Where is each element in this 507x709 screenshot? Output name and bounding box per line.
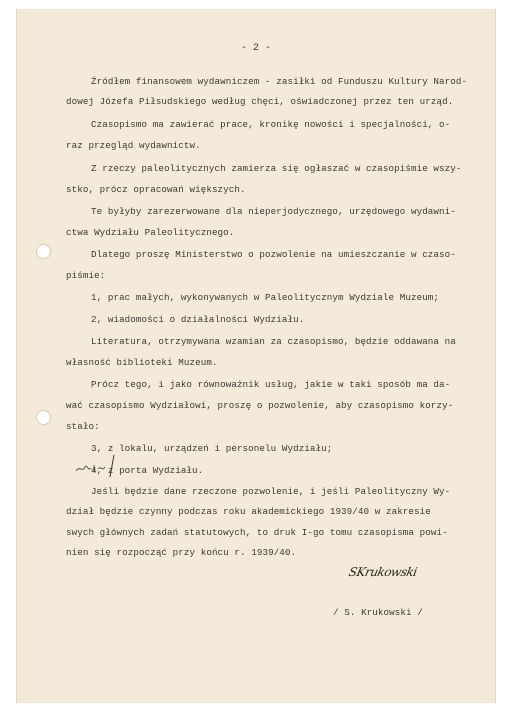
text-line: 4, z porta Wydziału.: [91, 465, 204, 476]
text-line: 1, prac małych, wykonywanych w Paleolitycznym Wydziale Muzeum;: [91, 292, 440, 303]
text-line: Prócz tego, i jako równoważnik usług, jakie w taki sposób ma da-: [91, 379, 451, 390]
punch-hole: [36, 244, 51, 259]
handwritten-signature: SKrukowski: [347, 565, 419, 579]
text-line: dział będzie czynny podczas roku akademickiego 1939/40 w zakresie: [66, 506, 431, 517]
punch-hole: [36, 410, 51, 425]
text-line: raz przegląd wydawnictw.: [66, 140, 201, 151]
text-line: Te byłyby zarezerwowane dla nieperjodycznego, urzędowego wydawni-: [91, 206, 456, 217]
handwritten-margin-mark: [74, 453, 122, 479]
text-line: swych głównych zadań statutowych, to druk I-go tomu czasopisma powi-: [66, 527, 448, 538]
text-line: Z rzeczy paleolitycznych zamierza się ogłaszać w czasopiśmie wszy-: [91, 163, 462, 174]
text-line: stko, prócz opracowań większych.: [66, 184, 246, 195]
text-line: ctwa Wydziału Paleolitycznego.: [66, 227, 235, 238]
text-line: Dlatego proszę Ministerstwo o pozwolenie na umieszczanie w czaso-: [91, 249, 456, 260]
text-line: dowej Józefa Piłsudskiego według chęci, oświadczonej przez ten urząd.: [66, 96, 454, 107]
text-line: nien się rozpocząć przy końcu r. 1939/40.: [66, 547, 297, 558]
text-line: 2, wiadomości o działalności Wydziału.: [91, 314, 305, 325]
text-line: stało:: [66, 421, 100, 432]
text-line: piśmie:: [66, 270, 106, 281]
text-line: 3, z lokalu, urządzeń i personelu Wydziału;: [91, 443, 333, 454]
text-line: Literatura, otrzymywana wzamian za czasopismo, będzie oddawana na: [91, 336, 456, 347]
text-line: Czasopismo ma zawierać prace, kronikę nowości i specjalności, o-: [91, 119, 451, 130]
typed-signature: / S. Krukowski /: [333, 607, 423, 618]
document-page: [16, 9, 496, 703]
text-line: Jeśli będzie dane rzeczone pozwolenie, i jeśli Paleolityczny Wy-: [91, 486, 451, 497]
text-line: Źródłem finansowem wydawniczem - zasiłki od Funduszu Kultury Narod-: [91, 76, 468, 87]
page-number: - 2 -: [240, 43, 271, 54]
text-line: własność biblioteki Muzeum.: [66, 357, 218, 368]
text-line: wać czasopismo Wydziałowi, proszę o pozwolenie, aby czasopismo korzy-: [66, 400, 454, 411]
